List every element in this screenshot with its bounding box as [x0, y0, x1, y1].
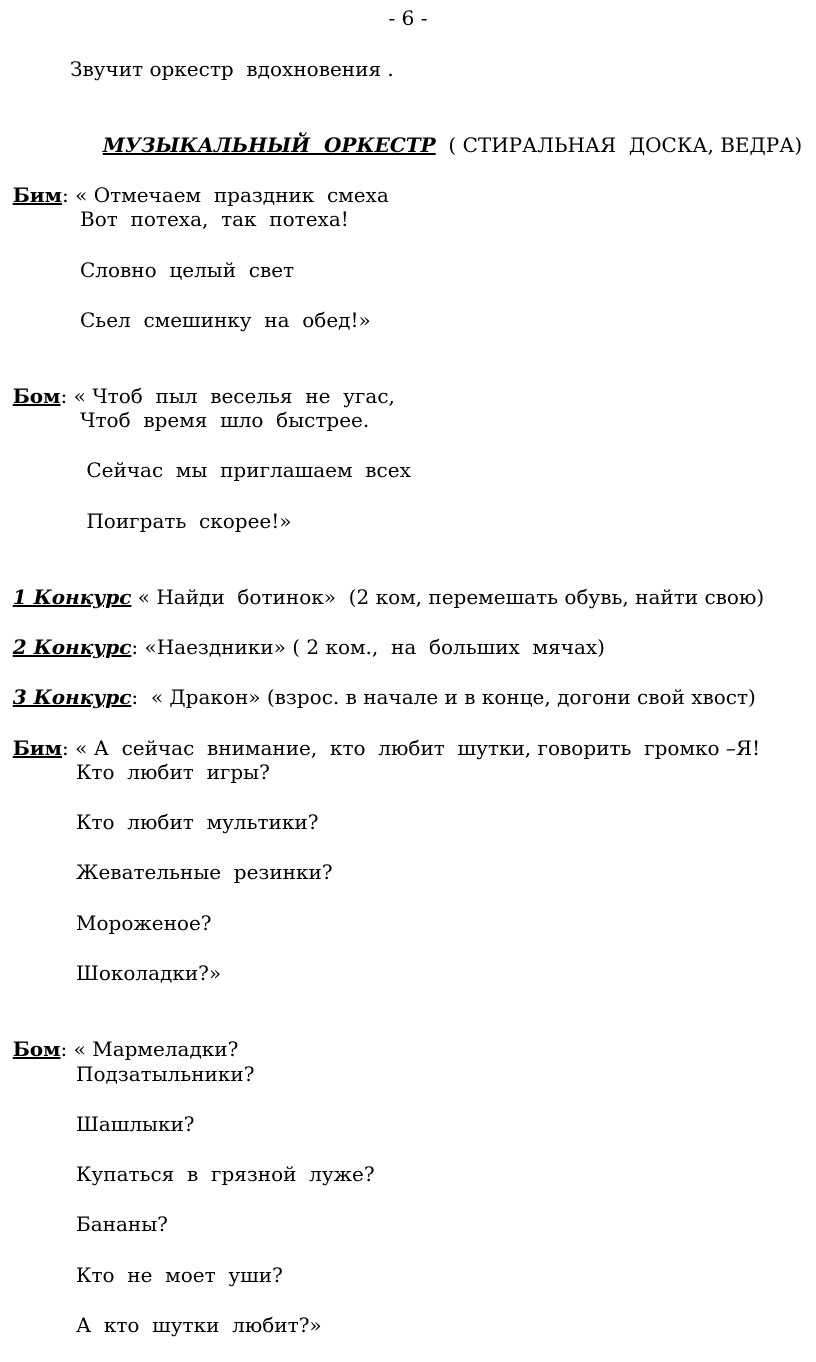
bom2-line-2: Шашлыки? — [76, 1112, 195, 1136]
orchestra-title: МУЗЫКАЛЬНЫЙ ОРКЕСТР — [102, 133, 436, 157]
verse-text: : « Чтоб пыл веселья не угас, — [60, 384, 395, 408]
bom2-line-6: А кто шутки любит?» — [76, 1313, 322, 1337]
intro-line: Звучит оркестр вдохновения . — [70, 57, 394, 81]
bom1-line-0 — [0, 357, 395, 409]
bim1-line-2: Словно целый свет — [80, 258, 295, 282]
contest-3 — [0, 658, 756, 710]
contest-text: : «Наездники» ( 2 ком., на больших мячах) — [131, 635, 605, 659]
bom1-line-3: Поиграть скорее!» — [80, 509, 292, 533]
speaker-label: Бим — [12, 736, 63, 760]
bom2-line-1: Подзатыльники? — [76, 1062, 255, 1086]
contest-label: 2 Конкурс — [12, 635, 132, 659]
bim2-line-5: Шоколадки?» — [76, 961, 222, 985]
page-number: - 6 - — [388, 6, 428, 30]
contest-2 — [0, 608, 605, 660]
verse-text: : « Отмечаем праздник смеха — [62, 183, 389, 207]
speaker-label: Бом — [12, 1037, 61, 1061]
orchestra-note: ( СТИРАЛЬНАЯ ДОСКА, ВЕДРА) — [435, 133, 803, 157]
bim2-line-1: Кто любит игры? — [76, 760, 270, 784]
verse-text: : « Мармеладки? — [60, 1037, 239, 1061]
bom2-line-5: Кто не моет уши? — [76, 1263, 283, 1287]
orchestra-line — [90, 106, 802, 158]
bim2-line-3: Жевательные резинки? — [76, 860, 333, 884]
bom2-line-4: Бананы? — [76, 1212, 168, 1236]
bom1-line-1: Чтоб время шло быстрее. — [80, 408, 370, 432]
bim1-line-1: Вот потеха, так потеха! — [80, 207, 349, 231]
contest-1 — [0, 558, 764, 610]
bim2-line-2: Кто любит мультики? — [76, 810, 319, 834]
speaker-label: Бим — [12, 183, 63, 207]
bim1-line-0 — [0, 156, 389, 208]
contest-text: : « Дракон» (взрос. в начале и в конце, догони свой хвост) — [131, 685, 756, 709]
bim2-line-4: Мороженое? — [76, 911, 212, 935]
speaker-label: Бом — [12, 384, 61, 408]
verse-text: : « А сейчас внимание, кто любит шутки, говорить громко –Я! — [62, 736, 761, 760]
contest-label: 1 Конкурс — [12, 585, 132, 609]
bim1-line-3: Сьел смешинку на обед!» — [80, 308, 371, 332]
bom2-line-3: Купаться в грязной луже? — [76, 1162, 375, 1186]
contest-text: « Найди ботинок» (2 ком, перемешать обувь, найти свою) — [131, 585, 765, 609]
bom1-line-2: Сейчас мы приглашаем всех — [80, 458, 411, 482]
bim2-line-0 — [0, 709, 760, 761]
bom2-line-0 — [0, 1010, 238, 1062]
contest-label: 3 Конкурс — [12, 685, 132, 709]
